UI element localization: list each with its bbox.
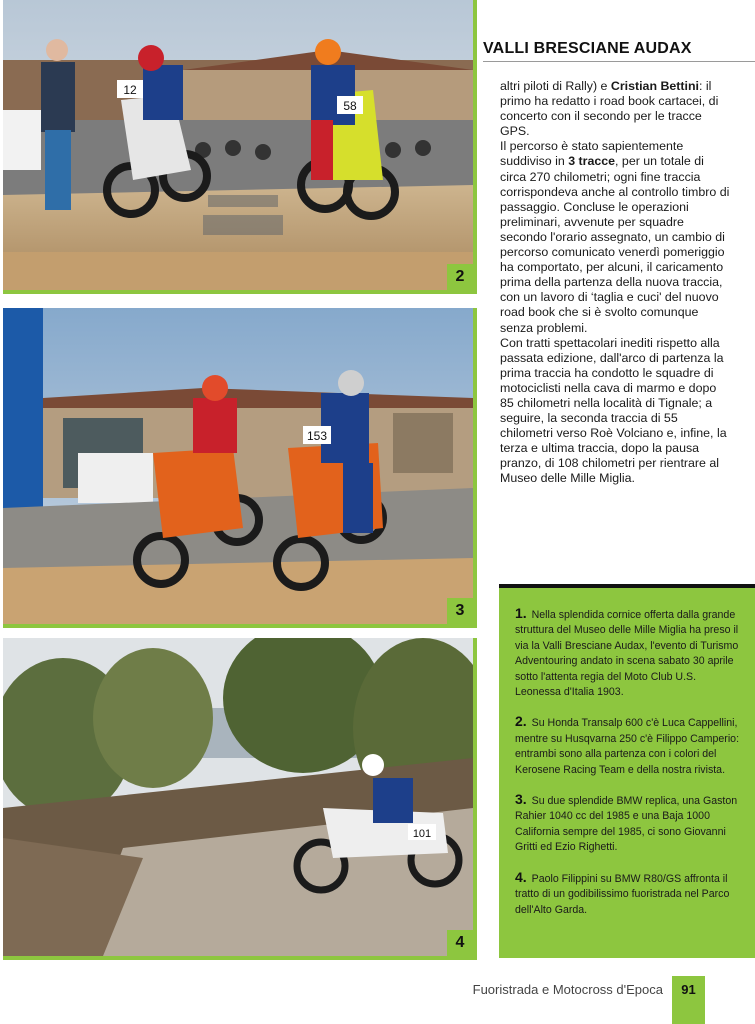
tracks-highlight: 3 tracce: [568, 154, 616, 169]
photo-offroad: [3, 638, 477, 960]
caption-text: Paolo Filippini su BMW R80/GS affronta il tratto di un godibilissimo fuoristrada nel Parco dell'Alto Garda.: [515, 872, 730, 916]
race-plate-right: 58: [343, 99, 357, 113]
caption-number: 1.: [515, 605, 527, 621]
caption-text: Nella splendida cornice offerta dalla grande struttura del Museo delle Mille Miglia ha preso il via la Valli Bresciane Audax, l'evento di Turismo Adventouring andato in scena sabato 30 aprile sotto l'attenta regia del Moto Club U.S. Leonessa d'Italia 1903.: [515, 609, 739, 699]
race-plate-bmw: 153: [306, 429, 328, 443]
captions-box: [499, 584, 755, 958]
caption-text: Su Honda Transalp 600 c'è Luca Cappellini, mentre su Husqvarna 250 c'è Filippo Camperio: entrambi sono alla partenza con i colori del Kerosene Racing Team e della nostra rivista.: [515, 717, 740, 776]
article-paragraph: altri piloti di Rally) e Cristian Bettini: il primo ha redatto i road book cartacei, di concerto con il secondo per le tracce GPS.: [500, 79, 719, 139]
photo-bmw-replicas: [3, 308, 477, 628]
caption-text: Su due splendide BMW replica, una Gaston Rahier 1040 cc del 1985 e una Baja 1000 California sempre del 1985, ci sono Giovanni Gritti ed Ezio Righetti.: [515, 795, 738, 854]
photo-number: 3: [447, 598, 473, 624]
magazine-name: Fuoristrada e Motocross d'Epoca: [472, 982, 663, 997]
caption-item: [515, 870, 741, 918]
article-body: [500, 79, 732, 487]
rider-name: Cristian Bettini: [610, 79, 699, 93]
caption-number: 2.: [515, 713, 527, 730]
caption-item: [515, 606, 741, 700]
caption-item: [515, 792, 741, 856]
photo-number: 4: [447, 930, 473, 956]
start-ramp-image: [3, 0, 473, 290]
article-paragraph: Con tratti spettacolari inediti rispetto alla passata edizione, dall'arco di partenza la prima traccia ha condotto le squadre di motociclisti nella cava di marmo e dopo 85 chilometri nella località di Tignale; a seguire, la seconda traccia di 55 chilometri verso Roè Volciano e, infine, la terza e ultima traccia, dopo la pausa pranzo, di 108 chilometri per rientrare al Museo delle Mille Miglia.: [500, 335, 727, 486]
bmw-replicas-image: [3, 308, 473, 624]
photo-number: 2: [447, 264, 473, 290]
caption-number: 4.: [515, 868, 527, 885]
offroad-image: [3, 638, 473, 956]
section-title: VALLI BRESCIANE AUDAX: [483, 40, 755, 62]
caption-number: 3.: [515, 791, 527, 808]
photo-start-ramp: [3, 0, 477, 294]
caption-item: [515, 714, 741, 778]
race-plate-offroad: 101: [412, 828, 432, 840]
page-number: 91: [672, 976, 705, 1024]
article-paragraph: Il percorso è stato sapientemente suddiviso in 3 tracce, per un totale di circa 270 chilometri; ogni fine traccia corrispondeva anche al controllo timbro di passaggio. Concluse le operazioni preliminari, avvenute per squadre secondo l'orario assegnato, un cambio di percorso comunicato venerdì pomeriggio ha comportato, per alcuni, il caricamento prima della partenza della nuova traccia, con un lavoro di ‘taglia e cuci' del nuovo road book che si è svolto comunque senza problemi.: [500, 139, 730, 335]
race-plate-left: 12: [123, 83, 137, 97]
